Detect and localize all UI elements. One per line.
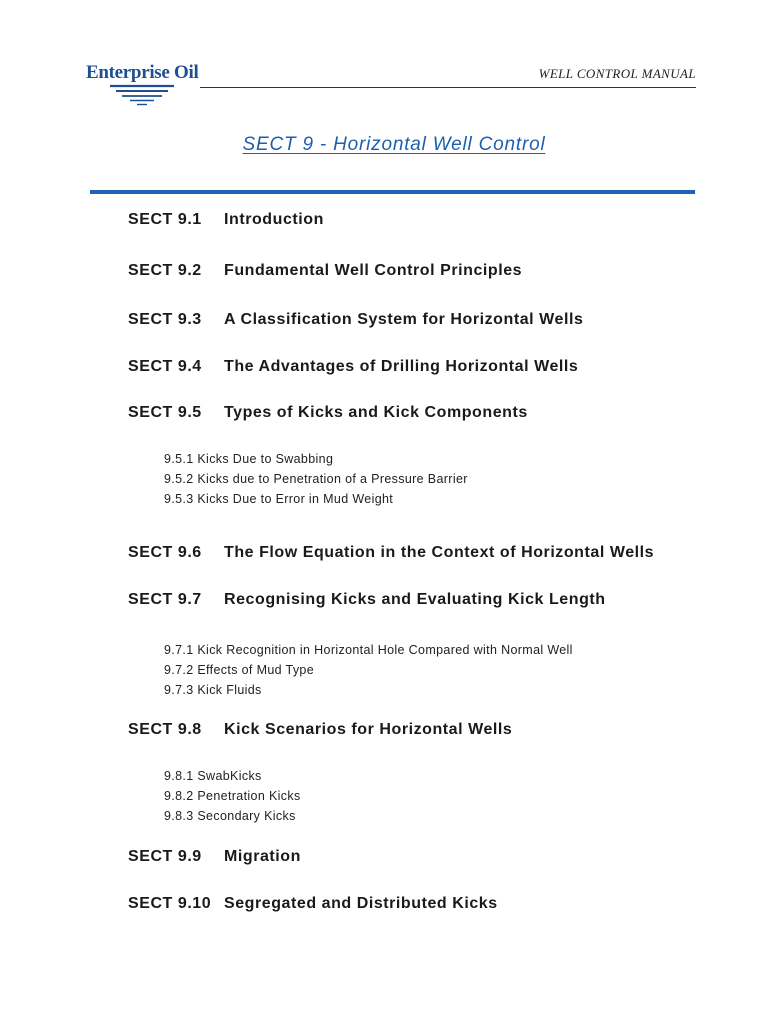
toc-subentry-9-7-3[interactable]: 9.7.3 Kick Fluids [164,683,262,697]
header-rule [200,87,696,88]
toc-entry-9-1[interactable] [128,211,324,229]
toc-entry-9-8[interactable] [128,721,512,739]
toc-entry-number: SECT 9.9 [128,848,202,865]
toc-entry-title: Migration [224,848,301,865]
toc-subentry-9-5-1[interactable]: 9.5.1 Kicks Due to Swabbing [164,452,334,466]
toc-entry-9-6[interactable] [128,544,654,562]
toc-entry-number: SECT 9.8 [128,721,202,738]
toc-entry-9-9[interactable] [128,848,301,866]
toc-entry-9-2[interactable] [128,262,522,280]
company-logo [86,62,206,110]
toc-subentry-9-5-3[interactable]: 9.5.3 Kicks Due to Error in Mud Weight [164,492,394,506]
toc-subentry-9-8-2[interactable]: 9.8.2 Penetration Kicks [164,789,301,803]
toc-subentry-9-5-2[interactable]: 9.5.2 Kicks due to Penetration of a Pressure Barrier [164,472,468,486]
toc-entry-title: Segregated and Distributed Kicks [224,895,498,912]
toc-entry-title: Fundamental Well Control Principles [224,262,523,279]
toc-entry-number: SECT 9.2 [128,262,202,279]
toc-entry-number: SECT 9.5 [128,404,202,421]
toc-entry-number: SECT 9.7 [128,591,202,608]
toc-subentry-9-8-3[interactable]: 9.8.3 Secondary Kicks [164,809,296,823]
toc-entry-number: SECT 9.10 [128,895,212,912]
toc-entry-title: The Advantages of Drilling Horizontal Wells [224,358,579,375]
toc-entry-title: A Classification System for Horizontal Wells [224,311,584,328]
section-divider [90,190,695,194]
toc-entry-9-5[interactable] [128,404,528,422]
toc-subentry-9-7-1[interactable]: 9.7.1 Kick Recognition in Horizontal Hole Compared with Normal Well [164,643,573,657]
toc-entry-9-4[interactable] [128,358,578,376]
toc-subentry-9-8-1[interactable]: 9.8.1 SwabKicks [164,769,262,783]
manual-title: WELL CONTROL MANUAL [538,66,696,81]
toc-entry-title: Recognising Kicks and Evaluating Kick Length [224,591,606,608]
section-title: SECT 9 - Horizontal Well Control [242,134,546,155]
enterprise-oil-waves-icon [106,84,178,108]
logo-text: Enterprise Oil [86,62,199,83]
toc-entry-number: SECT 9.3 [128,311,202,328]
toc-entry-9-3[interactable] [128,311,583,329]
toc-entry-title: Types of Kicks and Kick Components [224,404,528,421]
toc-subentry-9-7-2[interactable]: 9.7.2 Effects of Mud Type [164,663,315,677]
toc-entry-9-10[interactable] [128,895,498,913]
toc-entry-title: Introduction [224,211,324,228]
toc-entry-number: SECT 9.1 [128,211,202,228]
toc-entry-number: SECT 9.6 [128,544,202,561]
toc-entry-title: Kick Scenarios for Horizontal Wells [224,721,513,738]
toc-entry-9-7[interactable] [128,591,606,609]
toc-entry-title: The Flow Equation in the Context of Horizontal Wells [224,544,655,561]
toc-entry-number: SECT 9.4 [128,358,202,375]
